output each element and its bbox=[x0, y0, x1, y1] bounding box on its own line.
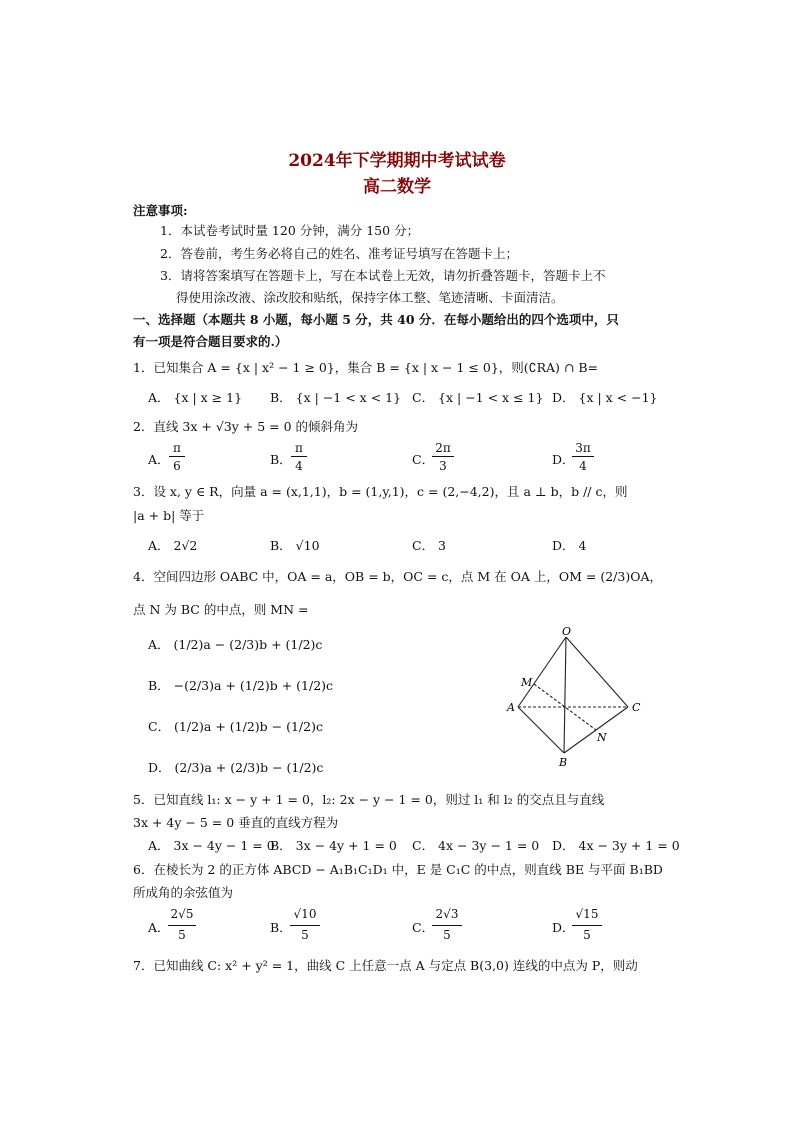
q3-option-c: C． 3 bbox=[412, 538, 446, 553]
q3-stem: 3．设 x, y ∈ R，向量 a = (x,1,1)，b = (1,y,1)，c = (2,−4,2)，且 a ⊥ b，b // c，则 bbox=[133, 484, 628, 499]
q6-option-b-num: √10 bbox=[293, 907, 317, 921]
edge-ob bbox=[564, 637, 566, 753]
q6-option-c-num: 2√3 bbox=[435, 907, 459, 921]
note-item-2: 2．答卷前，考生务必将自己的姓名、准考证号填写在答题卡上； bbox=[160, 246, 518, 261]
q3-option-a: A． 2√2 bbox=[148, 538, 198, 553]
q4-option-d: D． (2/3)a + (2/3)b − (1/2)c bbox=[148, 760, 324, 775]
q5-option-a: A． 3x − 4y − 1 = 0 bbox=[148, 838, 275, 853]
section1-heading: 一、选择题（本题共 8 小题，每小题 5 分，共 40 分．在每小题给出的四个选项中，只 bbox=[133, 312, 619, 327]
q2-option-a-num: π bbox=[173, 441, 181, 455]
q2-option-b-den: 4 bbox=[295, 459, 303, 473]
q6-stem: 6．在棱长为 2 的正方体 ABCD − A₁B₁C₁D₁ 中，E 是 C₁C 的中点，则直线 BE 与平面 B₁BD bbox=[133, 862, 663, 877]
label-a: A bbox=[507, 701, 515, 714]
q4-option-c: C． (1/2)a + (1/2)b − (1/2)c bbox=[148, 719, 323, 734]
q3-option-d: D． 4 bbox=[552, 538, 587, 553]
q2-option-a-den: 6 bbox=[173, 459, 181, 473]
q6-option-b-den: 5 bbox=[301, 928, 309, 942]
exam-subject: 高二数学 bbox=[363, 177, 431, 197]
q4-stem-cont: 点 N 为 BC 的中点，则 MN = bbox=[133, 602, 309, 617]
q3-option-b: B． √10 bbox=[270, 538, 320, 553]
q1-option-b: B． {x | −1 < x < 1} bbox=[270, 390, 402, 405]
q6-option-a-num: 2√5 bbox=[170, 907, 194, 921]
label-n: N bbox=[597, 731, 607, 744]
q5-stem: 5．已知直线 l₁: x − y + 1 = 0，l₂: 2x − y − 1 = 0，则过 l₁ 和 l₂ 的交点且与直线 bbox=[133, 792, 605, 807]
q7-stem: 7．已知曲线 C: x² + y² = 1，曲线 C 上任意一点 A 与定点 B(3,0) 连线的中点为 P，则动 bbox=[133, 958, 638, 973]
note-item-3-cont: 得使用涂改液、涂改胶和贴纸，保持字体工整、笔迹清晰、卡面清洁。 bbox=[176, 290, 564, 305]
fraction-bar bbox=[432, 456, 454, 457]
fraction-bar bbox=[168, 925, 196, 926]
fraction-bar bbox=[169, 456, 185, 457]
q2-option-d-num: 3π bbox=[575, 441, 591, 455]
fraction-bar bbox=[290, 925, 320, 926]
q1-option-a: A． {x | x ≥ 1} bbox=[148, 390, 243, 405]
q2-option-d-den: 4 bbox=[579, 459, 587, 473]
q6-option-a-label: A． bbox=[148, 920, 170, 935]
edge-oa bbox=[518, 637, 566, 707]
fraction-bar bbox=[572, 925, 602, 926]
q5-stem-cont: 3x + 4y − 5 = 0 垂直的直线方程为 bbox=[133, 815, 339, 830]
exam-title: 2024年下学期期中考试试卷 bbox=[288, 151, 506, 171]
q1-stem: 1．已知集合 A = {x | x² − 1 ≥ 0}，集合 B = {x | x − 1 ≤ 0}，则(∁RA) ∩ B= bbox=[133, 360, 599, 375]
q2-option-b-label: B． bbox=[270, 452, 292, 467]
q1-option-c: C． {x | −1 < x ≤ 1} bbox=[412, 390, 544, 405]
edge-oc bbox=[566, 637, 628, 707]
q2-stem: 2．直线 3x + √3y + 5 = 0 的倾斜角为 bbox=[133, 419, 359, 434]
q6-option-c-label: C． bbox=[412, 920, 435, 935]
q2-option-b-num: π bbox=[295, 441, 303, 455]
q6-option-d-num: √15 bbox=[575, 907, 599, 921]
label-c: C bbox=[632, 701, 641, 714]
q2-option-c-den: 3 bbox=[439, 459, 447, 473]
q5-option-b: B． 3x − 4y + 1 = 0 bbox=[270, 838, 397, 853]
notes-heading: 注意事项: bbox=[133, 203, 188, 218]
q2-option-d-label: D． bbox=[552, 452, 575, 467]
fraction-bar bbox=[432, 925, 462, 926]
label-o: O bbox=[562, 625, 572, 638]
q5-option-c: C． 4x − 3y − 1 = 0 bbox=[412, 838, 540, 853]
q6-stem-cont: 所成角的余弦值为 bbox=[133, 885, 234, 900]
q2-option-a-label: A． bbox=[148, 452, 170, 467]
section1-heading-cont: 有一项是符合题目要求的.） bbox=[133, 334, 288, 349]
q4-option-b: B． −(2/3)a + (1/2)b + (1/2)c bbox=[148, 678, 334, 693]
label-b: B bbox=[559, 756, 568, 769]
q6-option-c-den: 5 bbox=[443, 928, 451, 942]
q1-option-d: D． {x | x < −1} bbox=[552, 390, 658, 405]
q6-option-d-label: D． bbox=[552, 920, 575, 935]
q6-option-b-label: B． bbox=[270, 920, 292, 935]
q3-stem-cont: |a + b| 等于 bbox=[133, 508, 205, 523]
note-item-3: 3．请将答案填写在答题卡上，写在本试卷上无效，请勿折叠答题卡，答题卡上不 bbox=[160, 268, 606, 283]
q4-option-a: A． (1/2)a − (2/3)b + (1/2)c bbox=[148, 637, 323, 652]
fraction-bar bbox=[572, 456, 594, 457]
tetrahedron-figure bbox=[500, 625, 650, 770]
q2-option-c-num: 2π bbox=[435, 441, 451, 455]
fraction-bar bbox=[291, 456, 307, 457]
q6-option-a-den: 5 bbox=[178, 928, 186, 942]
q6-option-d-den: 5 bbox=[583, 928, 591, 942]
q2-option-c-label: C． bbox=[412, 452, 435, 467]
label-m: M bbox=[521, 676, 533, 689]
edge-ab bbox=[518, 707, 564, 753]
note-item-1: 1．本试卷考试时量 120 分钟，满分 150 分； bbox=[160, 223, 420, 238]
q4-stem: 4．空间四边形 OABC 中，OA = a，OB = b，OC = c，点 M 在 OA 上，OM = (2/3)OA， bbox=[133, 569, 662, 584]
q5-option-d: D． 4x − 3y + 1 = 0 bbox=[552, 838, 680, 853]
